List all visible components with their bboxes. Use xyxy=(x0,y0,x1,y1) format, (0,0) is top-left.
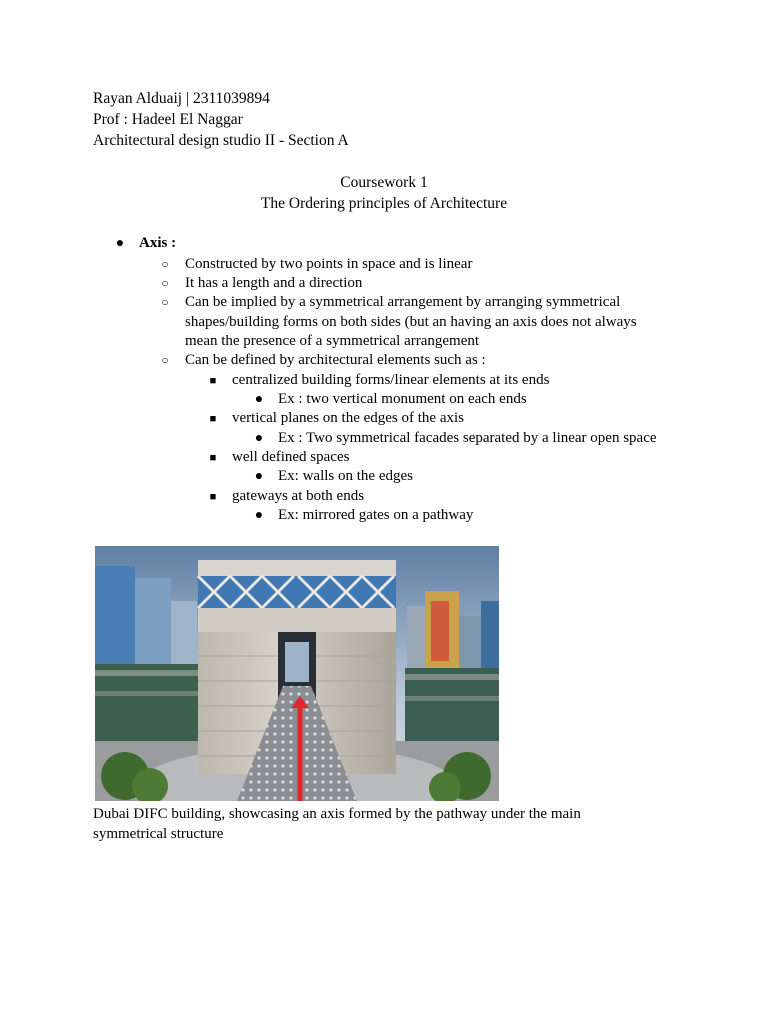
document-subtitle: The Ordering principles of Architecture xyxy=(260,195,508,212)
difc-building-photo xyxy=(95,546,499,801)
circle-bullet-icon: ○ xyxy=(161,257,169,271)
gate-view-through xyxy=(285,642,309,682)
square-bullet-icon: ■ xyxy=(209,413,217,425)
disc-bullet-icon: ● xyxy=(254,431,264,446)
circle-bullet-icon: ○ xyxy=(161,295,169,309)
photo-caption: Dubai DIFC building, showcasing an axis formed by the pathway under the main symmetrical structure xyxy=(93,806,581,842)
gate-upper-block xyxy=(198,608,396,632)
gate-top-cornice xyxy=(198,560,396,576)
disc-bullet-icon: ● xyxy=(115,236,125,251)
disc-bullet-icon: ● xyxy=(254,469,264,484)
outline-heading: Axis : xyxy=(139,235,177,251)
document-header xyxy=(93,88,349,151)
document-titles xyxy=(0,172,768,214)
square-bullet-icon: ■ xyxy=(209,452,217,464)
right-tower-art xyxy=(431,601,449,661)
professor-line: Prof : Hadeel El Naggar xyxy=(93,111,243,128)
circle-bullet-icon: ○ xyxy=(161,353,169,367)
difc-building-illustration xyxy=(95,546,499,801)
disc-bullet-icon: ● xyxy=(254,508,264,523)
document-page: Rayan Alduaij | 2311039894 Prof : Hadeel El Naggar Architectural design studio II - Section A Coursework 1 The Ordering principles of Architecture ● Axis : ○ Constructed by two points in space and is linear ○ It has a length and a direction ○ Can be implied by a symmetrical arrangement by arranging symmetrical shapes/building forms on both sides (but an having an axis does not always mean the presence of a symmetrical arrangement ○ Can be defined by architectural elements such as : ■ centralized building forms/linear elements at its ends ● Ex : two vertical monument on each ends ■ vertical planes on the edges of the axis ● Ex : Two symmetrical facades separated by a linear open space ■ well defined spaces ● Ex: walls on the edges ■ gateways at both ends ● Ex: mirrored gates on a pathway Dubai DIFC building, showcasing an axis formed by the pathway under the main symmetrical structure xyxy=(0,0,768,1024)
left-low-building xyxy=(95,664,200,746)
square-bullet-icon: ■ xyxy=(209,375,217,387)
coursework-title: Coursework 1 xyxy=(340,174,428,191)
circle-bullet-icon: ○ xyxy=(161,276,169,290)
square-bullet-icon: ■ xyxy=(209,491,217,503)
course-line: Architectural design studio II - Section A xyxy=(93,132,349,149)
author-line: Rayan Alduaij | 2311039894 xyxy=(93,90,270,107)
disc-bullet-icon: ● xyxy=(254,392,264,407)
